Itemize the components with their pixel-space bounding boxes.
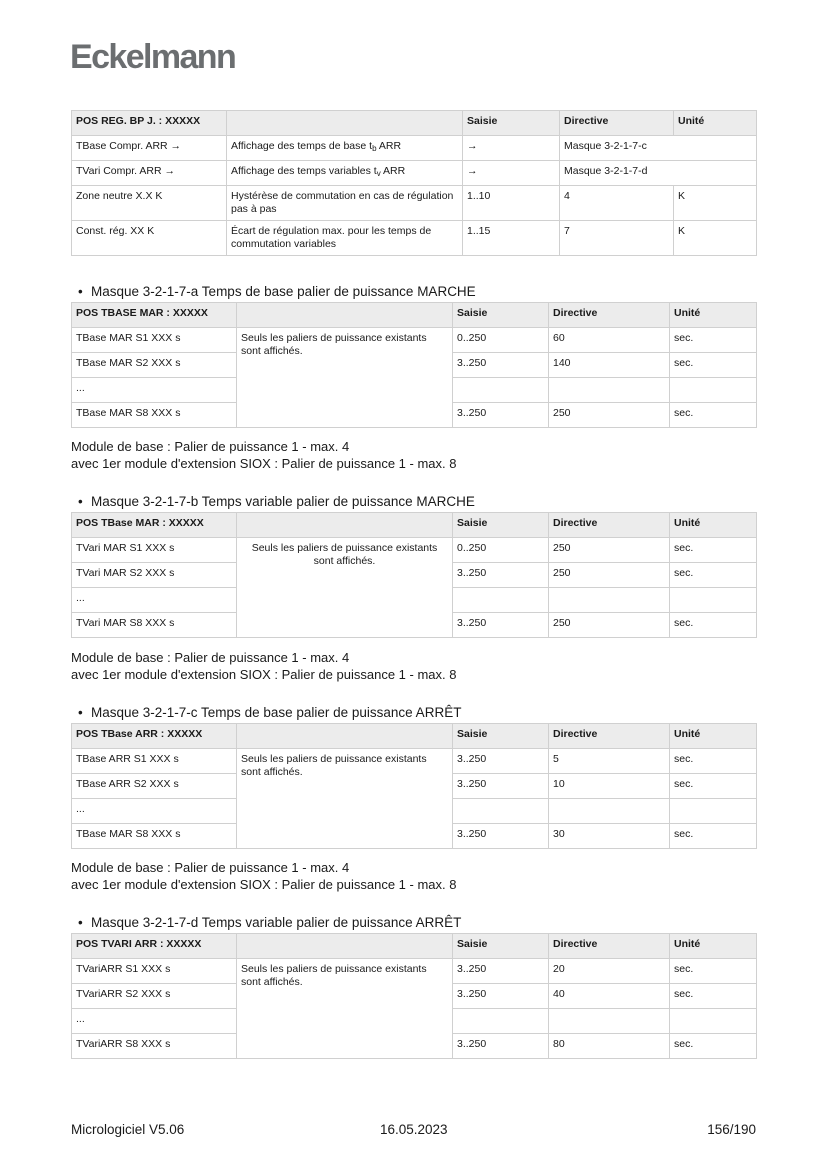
param-directive: 250 — [549, 538, 670, 563]
param-unite — [670, 378, 757, 403]
param-name: TBase MAR S8 XXX s — [72, 824, 237, 849]
header-cell: Directive — [549, 513, 670, 538]
param-description: Seuls les paliers de puissance existants sont affichés. — [237, 749, 453, 849]
note-line: avec 1er module d'extension SIOX : Palier de puissance 1 - max. 8 — [71, 456, 457, 471]
param-directive: Masque 3-2-1-7-c — [560, 136, 757, 161]
header-cell: Unité — [670, 934, 757, 959]
param-name: TVariARR S1 XXX s — [72, 959, 237, 984]
param-unite: K — [674, 186, 757, 221]
note-text — [71, 649, 456, 683]
param-unite — [670, 799, 757, 824]
table-header-row — [72, 934, 757, 959]
param-name: ... — [72, 1009, 237, 1034]
param-unite: sec. — [670, 328, 757, 353]
mask-table-c — [71, 723, 757, 849]
section-caption: • Masque 3-2-1-7-c Temps de base palier de puissance ARRÊT — [78, 705, 462, 720]
main-parameter-table — [71, 110, 757, 256]
header-cell: Directive — [549, 934, 670, 959]
param-unite — [670, 588, 757, 613]
header-cell: Unité — [670, 724, 757, 749]
header-cell: Directive — [549, 724, 670, 749]
param-saisie: 3..250 — [453, 774, 549, 799]
param-saisie: 3..250 — [453, 749, 549, 774]
header-cell: Unité — [670, 303, 757, 328]
section-caption: • Masque 3-2-1-7-a Temps de base palier de puissance MARCHE — [78, 284, 476, 299]
param-directive: 4 — [560, 186, 674, 221]
param-name: TBase ARR S2 XXX s — [72, 774, 237, 799]
note-line: avec 1er module d'extension SIOX : Palier de puissance 1 - max. 8 — [71, 667, 457, 682]
table-row — [72, 959, 757, 984]
note-text — [71, 859, 456, 893]
note-text — [71, 438, 456, 472]
param-saisie — [453, 1009, 549, 1034]
param-saisie: 3..250 — [453, 959, 549, 984]
param-saisie — [453, 799, 549, 824]
param-name: ... — [72, 378, 237, 403]
header-cell: Saisie — [453, 513, 549, 538]
header-cell — [237, 934, 453, 959]
table-header-row — [72, 111, 757, 136]
header-cell: Saisie — [453, 303, 549, 328]
param-saisie — [453, 588, 549, 613]
param-saisie: 3..250 — [453, 613, 549, 638]
param-name: Zone neutre X.X K — [72, 186, 227, 221]
header-cell: Saisie — [453, 934, 549, 959]
header-cell: Unité — [674, 111, 757, 136]
param-directive: 80 — [549, 1034, 670, 1059]
footer-page-number: 156/190 — [707, 1122, 756, 1137]
param-saisie: 0..250 — [453, 328, 549, 353]
note-line: avec 1er module d'extension SIOX : Palier de puissance 1 - max. 8 — [71, 877, 457, 892]
param-unite: sec. — [670, 984, 757, 1009]
param-description: Seuls les paliers de puissance existants sont affichés. — [237, 959, 453, 1059]
note-line: Module de base : Palier de puissance 1 - max. 4 — [71, 439, 350, 454]
param-name: TVari Compr. ARR → — [72, 161, 227, 186]
param-name: Const. rég. XX K — [72, 221, 227, 256]
param-saisie: 3..250 — [453, 1034, 549, 1059]
param-directive: 10 — [549, 774, 670, 799]
header-cell: Saisie — [453, 724, 549, 749]
header-cell — [227, 111, 463, 136]
param-directive: 60 — [549, 328, 670, 353]
header-cell: Unité — [670, 513, 757, 538]
param-unite: sec. — [670, 824, 757, 849]
table-row — [72, 538, 757, 563]
param-name: TVariARR S8 XXX s — [72, 1034, 237, 1059]
header-cell: POS TBase MAR : XXXXX — [72, 513, 237, 538]
param-saisie: 3..250 — [453, 984, 549, 1009]
header-cell: Directive — [549, 303, 670, 328]
header-cell — [237, 303, 453, 328]
section-caption: • Masque 3-2-1-7-b Temps variable palier de puissance MARCHE — [78, 494, 475, 509]
param-unite: sec. — [670, 1034, 757, 1059]
param-description: Hystérèse de commutation en cas de régulation pas à pas — [227, 186, 463, 221]
mask-table-d — [71, 933, 757, 1059]
param-name: TBase MAR S8 XXX s — [72, 403, 237, 428]
param-directive: Masque 3-2-1-7-d — [560, 161, 757, 186]
mask-table-b — [71, 512, 757, 638]
param-unite: K — [674, 221, 757, 256]
table-header-row — [72, 303, 757, 328]
param-unite: sec. — [670, 538, 757, 563]
table-row — [72, 186, 757, 221]
param-unite: sec. — [670, 613, 757, 638]
param-directive — [549, 378, 670, 403]
footer-left: Micrologiciel V5.06 — [71, 1122, 185, 1137]
param-unite: sec. — [670, 774, 757, 799]
param-saisie: → — [463, 161, 560, 186]
param-name: TBase Compr. ARR → — [72, 136, 227, 161]
param-directive — [549, 588, 670, 613]
table-row — [72, 136, 757, 161]
param-saisie: → — [463, 136, 560, 161]
header-cell — [237, 513, 453, 538]
param-directive: 7 — [560, 221, 674, 256]
param-name: TVari MAR S8 XXX s — [72, 613, 237, 638]
table-row — [72, 328, 757, 353]
param-description: Affichage des temps variables $t_v$ ARR — [227, 161, 463, 186]
table-row — [72, 749, 757, 774]
table-row — [72, 161, 757, 186]
note-line: Module de base : Palier de puissance 1 - max. 4 — [71, 860, 350, 875]
param-directive: 250 — [549, 403, 670, 428]
param-name: ... — [72, 588, 237, 613]
param-description: Seuls les paliers de puissance existants sont affichés. — [237, 538, 453, 638]
param-unite: sec. — [670, 563, 757, 588]
header-cell: Directive — [560, 111, 674, 136]
param-directive: 5 — [549, 749, 670, 774]
header-cell: POS TVARI ARR : XXXXX — [72, 934, 237, 959]
param-name: TBase ARR S1 XXX s — [72, 749, 237, 774]
param-saisie: 1..10 — [463, 186, 560, 221]
param-unite: sec. — [670, 403, 757, 428]
section-caption: • Masque 3-2-1-7-d Temps variable palier de puissance ARRÊT — [78, 915, 462, 930]
param-directive — [549, 799, 670, 824]
header-cell — [237, 724, 453, 749]
mask-table-a — [71, 302, 757, 428]
header-cell: POS TBase ARR : XXXXX — [72, 724, 237, 749]
footer-date: 16.05.2023 — [380, 1122, 448, 1137]
param-saisie: 3..250 — [453, 824, 549, 849]
param-saisie: 3..250 — [453, 563, 549, 588]
note-line: Module de base : Palier de puissance 1 - max. 4 — [71, 650, 350, 665]
param-directive: 250 — [549, 613, 670, 638]
param-directive — [549, 1009, 670, 1034]
param-unite: sec. — [670, 959, 757, 984]
param-description: Seuls les paliers de puissance existants sont affichés. — [237, 328, 453, 428]
table-row — [72, 221, 757, 256]
param-directive: 140 — [549, 353, 670, 378]
param-directive: 40 — [549, 984, 670, 1009]
table-header-row — [72, 513, 757, 538]
param-directive: 20 — [549, 959, 670, 984]
param-unite: sec. — [670, 749, 757, 774]
param-description: Affichage des temps de base $t_b$ ARR — [227, 136, 463, 161]
param-unite: sec. — [670, 353, 757, 378]
header-cell: POS REG. BP J. : XXXXX — [72, 111, 227, 136]
param-name: TBase MAR S2 XXX s — [72, 353, 237, 378]
param-saisie: 1..15 — [463, 221, 560, 256]
param-description: Écart de régulation max. pour les temps de commutation variables — [227, 221, 463, 256]
param-name: TVari MAR S1 XXX s — [72, 538, 237, 563]
header-cell: POS TBASE MAR : XXXXX — [72, 303, 237, 328]
param-directive: 250 — [549, 563, 670, 588]
param-directive: 30 — [549, 824, 670, 849]
param-name: TBase MAR S1 XXX s — [72, 328, 237, 353]
param-unite — [670, 1009, 757, 1034]
header-cell: Saisie — [463, 111, 560, 136]
param-saisie: 3..250 — [453, 353, 549, 378]
param-name: TVari MAR S2 XXX s — [72, 563, 237, 588]
param-saisie — [453, 378, 549, 403]
company-logo: Eckelmann — [70, 38, 236, 76]
param-name: ... — [72, 799, 237, 824]
param-saisie: 3..250 — [453, 403, 549, 428]
table-header-row — [72, 724, 757, 749]
param-saisie: 0..250 — [453, 538, 549, 563]
param-name: TVariARR S2 XXX s — [72, 984, 237, 1009]
